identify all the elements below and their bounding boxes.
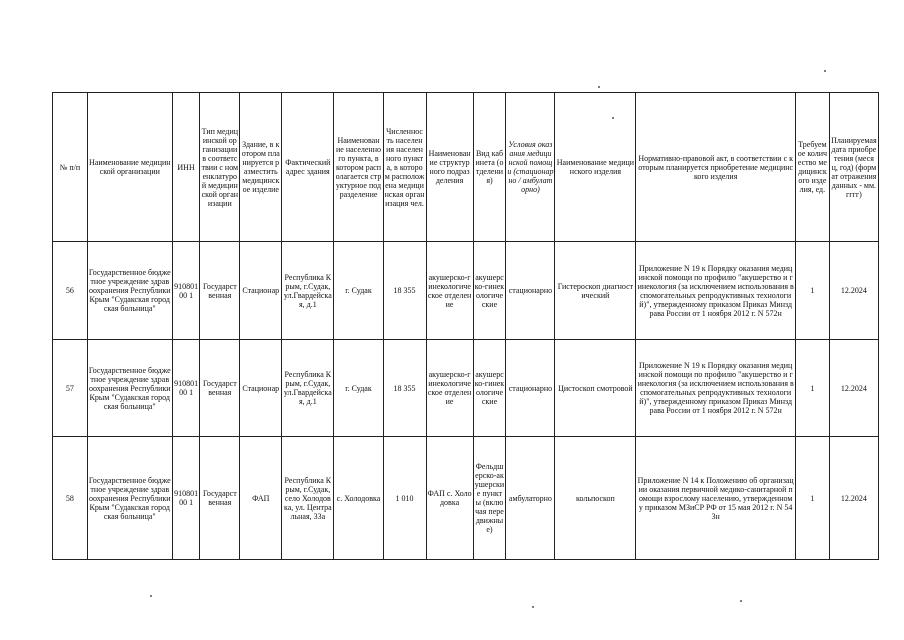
row-population: 18 355 — [383, 242, 426, 340]
header-care-conditions: Условия оказания медицинской помощи (стационарно / амбулаторно) — [506, 93, 555, 242]
row-normative: Приложение N 19 к Порядку оказания медицинской помощи по профилю "акушерство и гинекология (за исключением использования вспомогательных репродуктивных технологий)", утвержденному приказом Приказ Минздрава России от 1 ноября 2012 г. N 572н — [636, 242, 796, 340]
row-unit: ФАП с. Холодовка — [426, 437, 473, 560]
row-num: 56 — [53, 242, 88, 340]
row-cabinet: акушерско-гинекологические — [473, 242, 506, 340]
row-inn: 91080100 1 — [172, 242, 200, 340]
row-date: 12.2024 — [829, 340, 878, 437]
header-device: Наименование медицинского изделия — [555, 93, 636, 242]
row-org-name: Государственное бюджетное учреждение здравоохранения Республики Крым "Судакская городская больница" — [87, 242, 172, 340]
row-quantity: 1 — [796, 242, 830, 340]
row-unit: акушерско-гинекологическое отделение — [426, 242, 473, 340]
row-inn: 91080100 1 — [172, 340, 200, 437]
header-population: Численность населения населенного пункта, в котором расположена медицинская организация чел. — [383, 93, 426, 242]
header-inn: ИНН — [172, 93, 200, 242]
row-address: Республика Крым, г.Судак, ул.Гвардейская, д.1 — [282, 340, 334, 437]
header-unit: Наименование структурного подразделения — [426, 93, 473, 242]
row-locality: г. Судак — [334, 242, 383, 340]
row-org-name: Государственное бюджетное учреждение здравоохранения Республики Крым "Судакская городская больница" — [87, 340, 172, 437]
header-quantity: Требуемое количество медицинского изделия, ед. — [796, 93, 830, 242]
row-locality: с. Холодовка — [334, 437, 383, 560]
row-building: Стационар — [240, 340, 282, 437]
medical-devices-table — [52, 92, 879, 560]
row-device: кольпоскоп — [555, 437, 636, 560]
header-cabinet: Вид кабинета (отделения) — [473, 93, 506, 242]
header-locality: Наименование населенного пункта, в котором располагается структурное подразделение — [334, 93, 383, 242]
row-unit: акушерско-гинекологическое отделение — [426, 340, 473, 437]
row-quantity: 1 — [796, 340, 830, 437]
row-inn: 91080100 1 — [172, 437, 200, 560]
header-row — [53, 93, 879, 242]
row-address: Республика Крым, г.Судак, ул.Гвардейская, д.1 — [282, 242, 334, 340]
header-org-type: Тип медицинской организации в соответствии с номенклатурой медицинской организации — [200, 93, 240, 242]
row-locality: г. Судак — [334, 340, 383, 437]
header-address: Фактический адрес здания — [282, 93, 334, 242]
row-cabinet: акушерско-гинекологические — [473, 340, 506, 437]
row-normative: Приложение N 14 к Положению об организации оказания первичной медико-санитарной помощи взрослому населению, утвержденному приказом МЗиСР РФ от 15 мая 2012 г. N 543н — [636, 437, 796, 560]
row-care-conditions: амбулаторно — [506, 437, 555, 560]
row-address: Республика Крым, г.Судак, село Холодовка, ул. Центральная, 33а — [282, 437, 334, 560]
row-quantity: 1 — [796, 437, 830, 560]
row-care-conditions: стационарно — [506, 340, 555, 437]
row-device: Цистоскоп смотровой — [555, 340, 636, 437]
row-org-name: Государственное бюджетное учреждение здравоохранения Республики Крым "Судакская городская больница" — [87, 437, 172, 560]
row-org-type: Государственная — [200, 437, 240, 560]
row-care-conditions: стационарно — [506, 242, 555, 340]
header-normative: Нормативно-правовой акт, в соответствии с которым планируется приобретение медицинского изделия — [636, 93, 796, 242]
row-num: 57 — [53, 340, 88, 437]
row-org-type: Государственная — [200, 242, 240, 340]
row-population: 18 355 — [383, 340, 426, 437]
table-row — [53, 242, 879, 340]
row-date: 12.2024 — [829, 437, 878, 560]
table-row — [53, 340, 879, 437]
row-org-type: Государственная — [200, 340, 240, 437]
row-normative: Приложение N 19 к Порядку оказания медицинской помощи по профилю "акушерство и гинекология (за исключением использования вспомогательных репродуктивных технологий)", утвержденному приказом Приказ Минздрава России от 1 ноября 2012 г. N 572н — [636, 340, 796, 437]
header-org-name: Наименование медицинской организации — [87, 93, 172, 242]
header-building: Здание, в котором планируется разместить медицинское изделие — [240, 93, 282, 242]
row-building: Стационар — [240, 242, 282, 340]
table-row — [53, 437, 879, 560]
row-cabinet: Фельдшерско-акушерские пункты (включая передвижные) — [473, 437, 506, 560]
row-population: 1 010 — [383, 437, 426, 560]
row-device: Гистероскоп диагностический — [555, 242, 636, 340]
row-num: 58 — [53, 437, 88, 560]
header-date: Планируемая дата приобретения (месяц, год) (формат отражения данных - мм. гггг) — [829, 93, 878, 242]
row-building: ФАП — [240, 437, 282, 560]
row-date: 12.2024 — [829, 242, 878, 340]
header-num: № п/п — [53, 93, 88, 242]
